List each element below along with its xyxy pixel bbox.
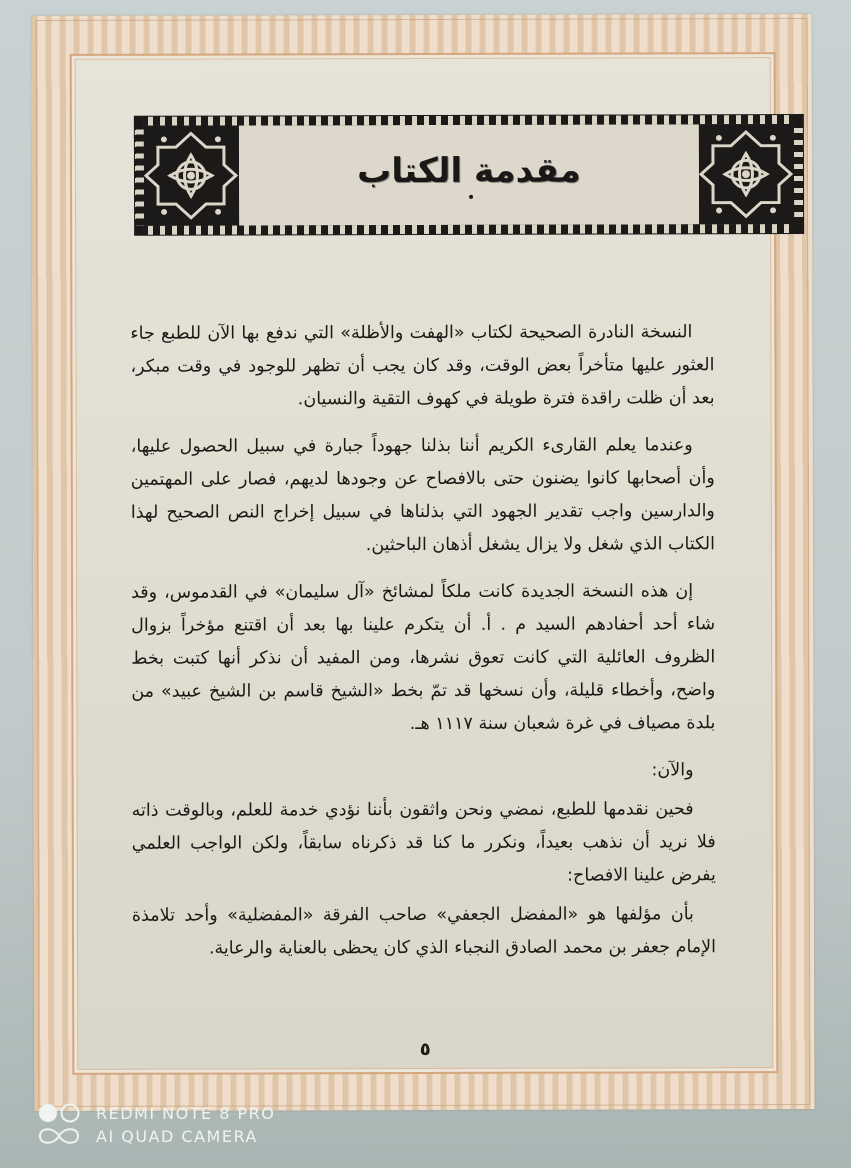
book-page <box>70 52 779 1075</box>
paragraph: بأن مؤلفها هو «المفضل الجعفي» صاحب الفرقة «المفضلية» وأحد تلامذة الإمام جعفر بن محمد الصادق النجباء الذي كان يحظى بالعناية والرعاية. <box>131 904 717 959</box>
title-banner-panel <box>143 123 795 227</box>
arabesque-ornament-icon <box>699 124 794 224</box>
page-number: ٥ <box>419 1038 431 1061</box>
watermark-device: REDMI NOTE 8 PRO <box>96 1104 276 1123</box>
page-title: مقدمة الكتاب <box>357 150 581 192</box>
camera-watermark <box>38 1102 275 1148</box>
banner-border-bottom <box>144 224 794 235</box>
banner-border-top <box>144 115 794 126</box>
title-dot <box>469 195 473 199</box>
paragraph: فحين نقدمها للطبع، نمضي ونحن واثقون بأننا نؤدي خدمة للعلم، وبالوقت ذاته فلا نريد أن نذهب بعيداً، ونكرر ما كنا قد ذكرناه سابقاً، ولكن الواجب العلمي يفرض علينا الافصاح: <box>131 799 716 886</box>
book-page-outer-frame <box>32 14 815 1111</box>
banner-border-right <box>794 124 803 224</box>
paragraph: وعندما يعلم القارىء الكريم أننا بذلنا جهوداً جبارة في سبيل الحصول عليها، وأن أصحابها كانوا يضنون حتى بالافصاح عن وجودها لديهم، فصار على المهتمين والدارسين واجب تقدير الجهود التي بذلناها في سبيل إخراج النص الصحيح لهذا الكتاب الذي شغل ولا يزال يشغل أذهان الباحثين. <box>130 435 715 556</box>
paragraph: والآن: <box>651 760 694 781</box>
banner-border-left <box>135 126 144 226</box>
camera-logo-icon <box>38 1103 82 1147</box>
paragraph: إن هذه النسخة الجديدة كانت ملكاً لمشائخ «آل سليمان» في القدموس، وقد شاء أحد أحفادهم السيد م . أ. أن يتكرم علينا بها بعد أن اقتنع مؤخراً بزوال الظروف العائلية التي كانت تعوق نشرها، ومن المفيد أن نذكر أنها كتبت بخط واضح، وأخطاء قليلة، وأن نسخها قد تمّ بخط «الشيخ قاسم بن الشيخ عبيد» من بلدة مصياف في غرة شعبان سنة ١١١٧ هـ. <box>131 581 716 735</box>
title-banner <box>134 114 804 236</box>
watermark-text <box>96 1102 275 1148</box>
paragraph: النسخة النادرة الصحيحة لكتاب «الهفت والأظلة» التي ندفع بها الآن للطبع جاء العثور عليها متأخراً بعض الوقت، وقد كان يجب أن تظهر للوجود في وقت مبكر، بعد أن ظلت راقدة فترة طويلة في كهوف التقية والنسيان. <box>130 322 715 410</box>
watermark-camera: AI QUAD CAMERA <box>96 1127 258 1146</box>
body-text <box>130 316 716 980</box>
arabesque-ornament-icon <box>144 125 239 225</box>
